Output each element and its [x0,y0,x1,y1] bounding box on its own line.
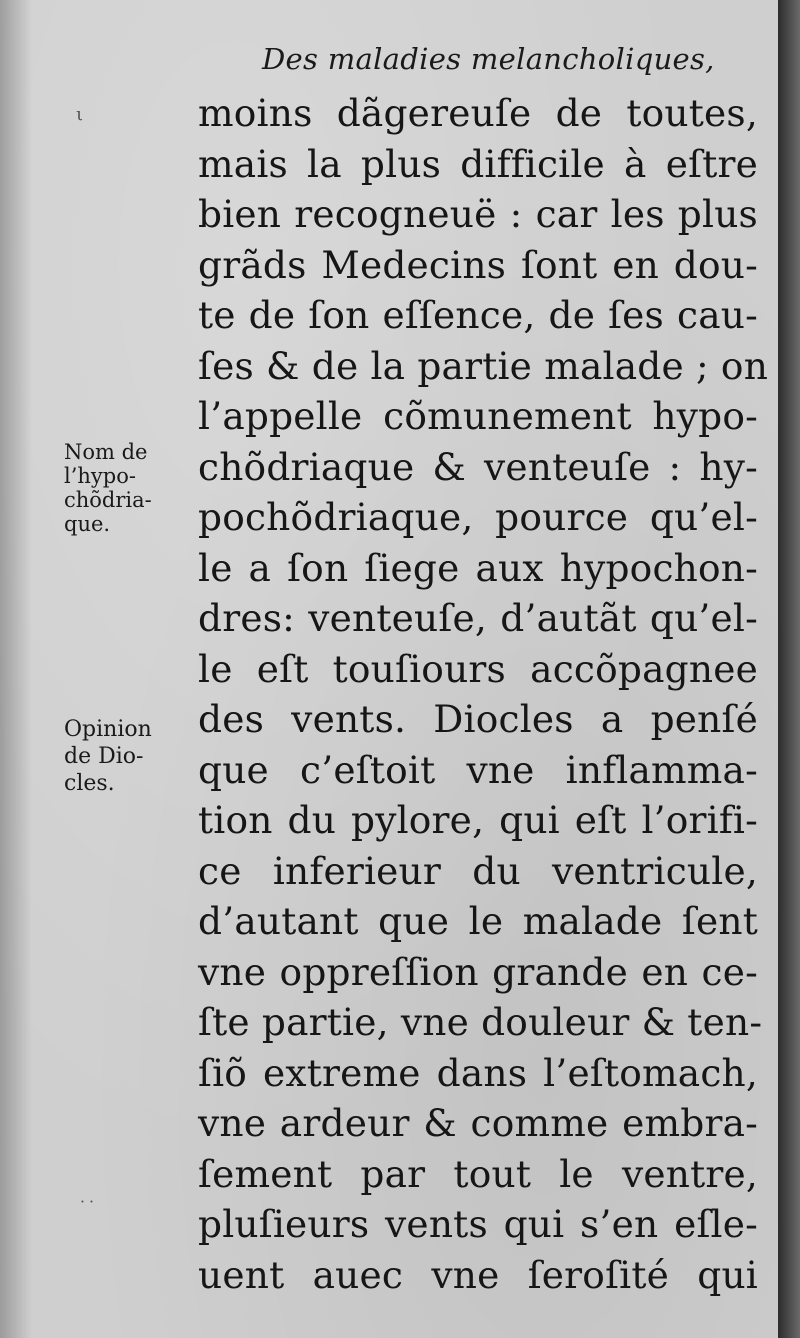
text-line: ſement par tout le ventre, [198,1151,758,1196]
margin-note-nom [64,440,194,536]
text-line: bien recogneuë : car les plus [198,192,758,236]
text-line: grãds Medecins ſont en dou- [198,242,758,287]
margin-note-line: Nom de [64,440,148,464]
text-line: tion du pylore, qui eſt l’orifi- [198,798,758,842]
text-line: dres: venteuſe, d’autãt qu’el- [198,596,758,640]
text-line: ſiõ extreme dans l’eſtomach, [198,1050,758,1095]
text-line: que c’eſtoit vne inflamma- [198,747,758,792]
text-line: mais la plus difficile à eſtre [198,141,758,186]
text-line: l’appelle cõmunement hypo- [198,394,758,438]
margin-note-line: Opinion [64,717,152,742]
text-line: des vents. Diocles a penſé [198,697,758,741]
text-line: le a ſon ſiege aux hypochon- [198,545,758,590]
margin-note-line: de Dio- [64,744,144,769]
text-line: vne ardeur & comme embra- [198,1101,758,1145]
page-edge-shadow [778,0,800,1338]
text-line: vne oppreſſion grande en ce- [198,949,758,994]
body-text [198,88,769,1300]
margin-speck: ι [76,104,84,125]
text-line: ſes & de la partie malade ; on [198,343,769,388]
margin-note-line: que. [64,512,111,536]
text-line: chõdriaque & venteuſe : hy- [198,444,758,489]
margin-speck: ˙˙ [78,1198,96,1219]
margin-note-opinion [64,716,194,797]
text-line: le eſt touſiours accõpagnee [198,646,758,691]
margin-note-line: chõdria- [64,488,152,512]
running-title: Des maladies melancholiques, [262,42,715,76]
text-line: te de ſon eſſence, de ſes cau- [198,293,758,337]
text-line: pochõdriaque, pource qu’el- [198,495,758,539]
text-line: d’autant que le malade ſent [198,899,758,943]
margin-note-line: l’hypo- [64,464,136,488]
text-line: moins dãgereuſe de toutes, [198,91,758,135]
text-line: ce inferieur du ventricule, [198,848,758,893]
margin-note-line: cles. [64,771,115,796]
text-line: pluſieurs vents qui s’en eſle- [198,1202,758,1246]
text-line: uent auec vne ſeroſité qui [198,1252,758,1297]
text-line: ſte partie, vne douleur & ten- [198,1000,763,1044]
